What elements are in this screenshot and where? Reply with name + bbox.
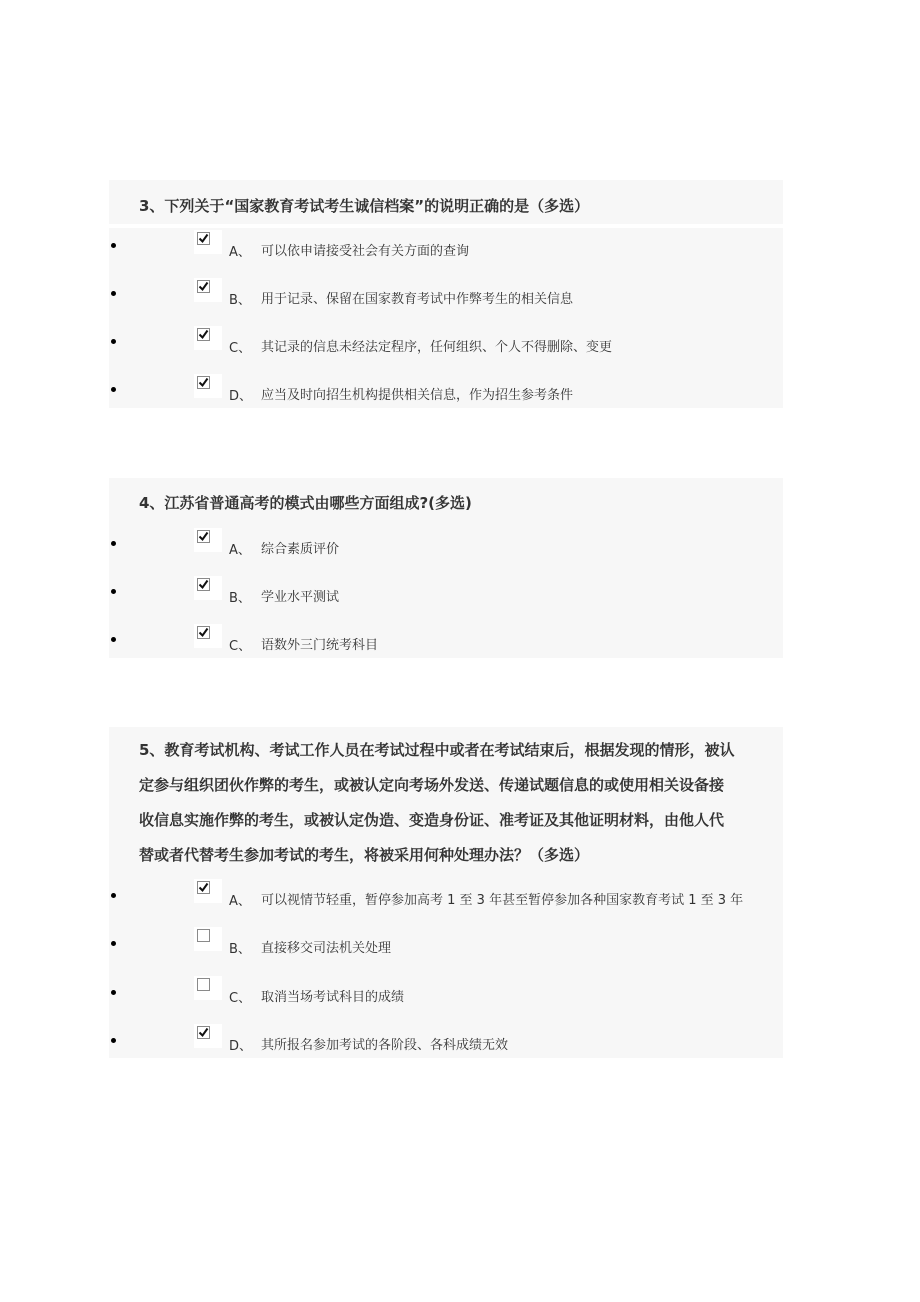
option-text: 可以依申请接受社会有关方面的查询 — [261, 244, 470, 259]
checkmark-icon — [198, 1027, 209, 1038]
option-letter: D、 — [229, 389, 253, 404]
question-4 — [109, 478, 783, 658]
checkmark-icon — [198, 579, 209, 590]
option-letter: C、 — [229, 341, 252, 356]
checkmark-icon — [198, 627, 209, 638]
option-text: 综合素质评价 — [261, 542, 340, 557]
option-letter: C、 — [229, 639, 252, 654]
option-a-checkbox[interactable] — [194, 879, 222, 903]
bullet — [111, 941, 116, 946]
question-5-title-line: 收信息实施作弊的考生，或被认定伪造、变造身份证、准考证及其他证明材料，由他人代 — [139, 811, 725, 829]
question-3-option-d — [109, 374, 783, 422]
option-d-checkbox[interactable] — [194, 374, 222, 398]
bullet — [111, 291, 116, 296]
option-c-checkbox[interactable] — [194, 976, 222, 1000]
bullet — [111, 990, 116, 995]
checkmark-icon — [198, 233, 209, 244]
question-3-option-c — [109, 326, 783, 374]
question-4-title: 4、江苏省普通高考的模式由哪些方面组成?(多选) — [139, 493, 781, 513]
bullet — [111, 589, 116, 594]
option-a-checkbox[interactable] — [194, 528, 222, 552]
question-4-option-b — [109, 576, 783, 624]
option-text: 其所报名参加考试的各阶段、各科成绩无效 — [261, 1038, 509, 1053]
option-text: 可以视情节轻重，暂停参加高考 1 至 3 年甚至暂停参加各种国家教育考试 1 至 3 年 — [261, 893, 744, 908]
option-text: 应当及时向招生机构提供相关信息，作为招生参考条件 — [261, 388, 574, 403]
option-b-checkbox[interactable] — [194, 576, 222, 600]
option-letter: A、 — [229, 543, 251, 558]
question-5-title-line: 定参与组织团伙作弊的考生，或被认定向考场外发送、传递试题信息的或使用相关设备接 — [139, 776, 725, 794]
question-4-option-a — [109, 528, 783, 576]
question-3-option-a — [109, 230, 783, 278]
option-d-checkbox[interactable] — [194, 1024, 222, 1048]
question-5-option-c — [109, 976, 783, 1024]
bullet — [111, 243, 116, 248]
option-letter: B、 — [229, 942, 251, 957]
option-text: 学业水平测试 — [261, 590, 340, 605]
option-letter: C、 — [229, 991, 252, 1006]
option-text: 取消当场考试科目的成绩 — [261, 990, 405, 1005]
question-5 — [109, 727, 783, 1058]
option-text: 语数外三门统考科目 — [261, 638, 379, 653]
option-letter: B、 — [229, 591, 251, 606]
question-4-option-c — [109, 624, 783, 672]
question-5-title — [139, 733, 781, 873]
question-5-option-d — [109, 1024, 783, 1072]
option-b-checkbox[interactable] — [194, 278, 222, 302]
option-text: 用于记录、保留在国家教育考试中作弊考生的相关信息 — [261, 292, 574, 307]
option-a-checkbox[interactable] — [194, 230, 222, 254]
checkmark-icon — [198, 531, 209, 542]
bullet — [111, 893, 116, 898]
bullet — [111, 637, 116, 642]
question-5-title-line: 5、教育考试机构、考试工作人员在考试过程中或者在考试结束后，根据发现的情形，被认 — [139, 741, 735, 759]
option-b-checkbox[interactable] — [194, 927, 222, 951]
bullet — [111, 387, 116, 392]
question-3 — [109, 180, 783, 408]
checkmark-icon — [198, 882, 209, 893]
checkmark-icon — [198, 377, 209, 388]
checkmark-icon — [198, 329, 209, 340]
question-5-option-b — [109, 927, 783, 975]
option-text: 直接移交司法机关处理 — [261, 941, 392, 956]
option-text: 其记录的信息未经法定程序，任何组织、个人不得删除、变更 — [261, 340, 613, 355]
bullet — [111, 541, 116, 546]
question-5-option-a — [109, 879, 783, 927]
question-5-title-line: 替或者代替考生参加考试的考生，将被采用何种处理办法？（多选） — [139, 846, 590, 864]
option-letter: A、 — [229, 894, 251, 909]
option-c-checkbox[interactable] — [194, 326, 222, 350]
bullet — [111, 1038, 116, 1043]
option-letter: A、 — [229, 245, 251, 260]
bullet — [111, 339, 116, 344]
option-c-checkbox[interactable] — [194, 624, 222, 648]
option-letter: D、 — [229, 1039, 253, 1054]
question-3-title: 3、下列关于“国家教育考试考生诚信档案”的说明正确的是（多选） — [139, 196, 781, 216]
question-3-option-b — [109, 278, 783, 326]
option-letter: B、 — [229, 293, 251, 308]
checkmark-icon — [198, 281, 209, 292]
